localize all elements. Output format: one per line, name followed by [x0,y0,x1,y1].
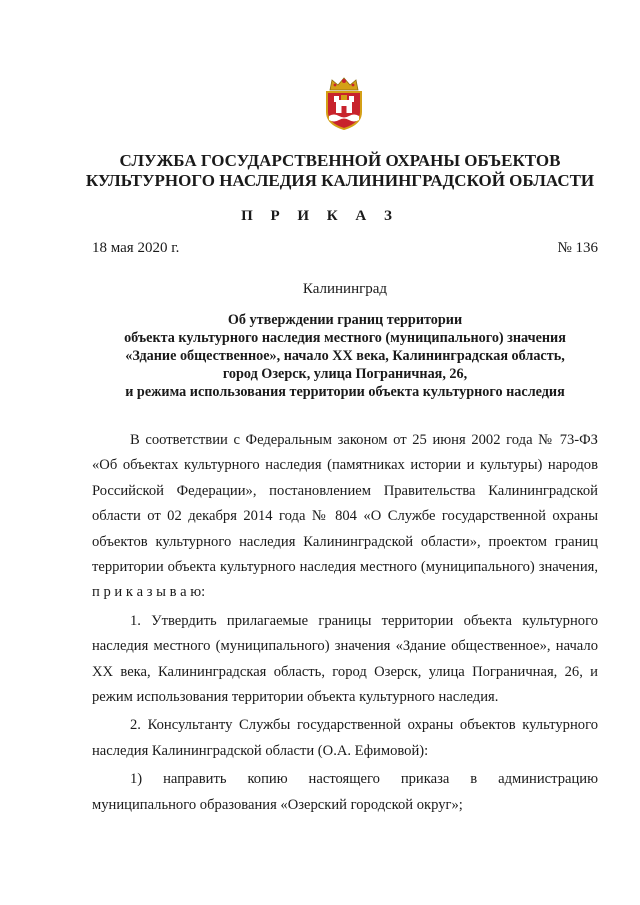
title-line-1: Об утверждении границ территории [227,312,463,328]
item-1-paragraph: 1. Утвердить прилагаемые границы территории объекта культурного наследия местного (муниципального) значения «Здание общественное», начало XX века, Калининградская область, город Озерск, улица Пограничная, 26, и режим использования территории объекта культурного наследия. [92,612,598,706]
document-body [92,428,598,818]
title-line-4: город Озерск, улица Пограничная, 26, [222,366,468,382]
title-line-5: и режима использования территории объекта культурного наследия [125,384,565,400]
document-date: 18 мая 2020 г. [92,240,180,256]
document-number: № 136 [557,240,598,256]
title-line-2: объекта культурного наследия местного (муниципального) значения [124,330,566,346]
document-type: П Р И К А З [241,208,399,224]
document-city: Калининград [302,281,388,297]
kaliningrad-coat-of-arms-icon [322,76,366,130]
organization-name [60,151,620,191]
item-2-paragraph: 2. Консультанту Службы государственной охраны объектов культурного наследия Калининградской области (О.А. Ефимовой): [92,717,598,759]
preamble-paragraph: В соответствии с Федеральным законом от 25 июня 2002 года № 73-ФЗ «Об объектах культурного наследия (памятниках истории и культуры) народов Российской Федерации», постановлением Правительства Калининградской области от 02 декабря 2014 года № 804 «О Службе государственной охраны объектов культурного наследия Калининградской области», проектом границ территории объекта культурного наследия местного (муниципального) значения, п р и к а з ы в а ю: [92,432,598,601]
org-line-2: КУЛЬТУРНОГО НАСЛЕДИЯ КАЛИНИНГРАДСКОЙ ОБЛАСТИ [85,171,595,190]
document-title [70,311,620,401]
org-line-1: СЛУЖБА ГОСУДАРСТВЕННОЙ ОХРАНЫ ОБЪЕКТОВ [119,151,561,170]
title-line-3: «Здание общественное», начало XX века, Калининградская область, [125,348,565,364]
item-2-1-paragraph: 1) направить копию настоящего приказа в администрацию муниципального образования «Озерский городской округ»; [92,771,598,813]
